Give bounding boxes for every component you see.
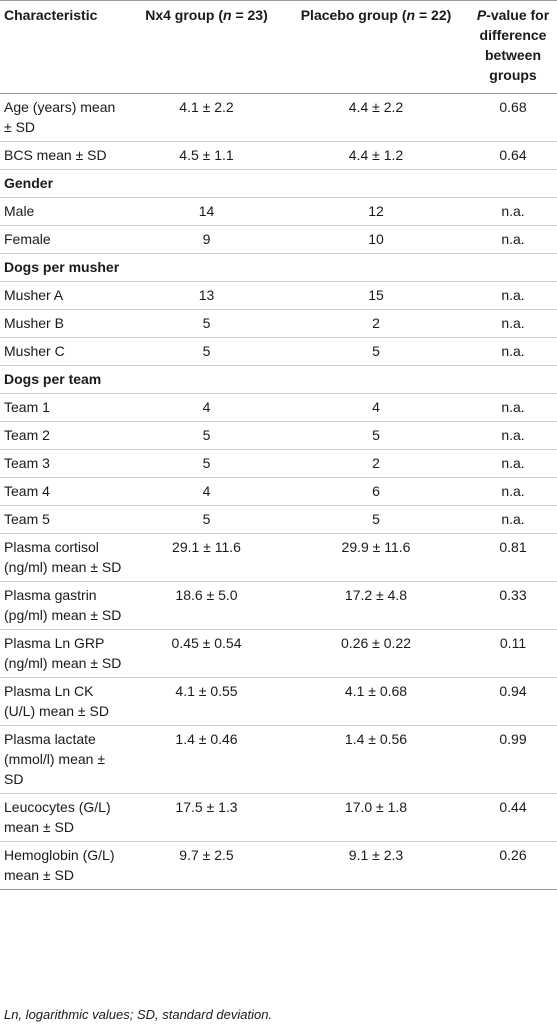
cell-p-value: 0.44	[499, 799, 527, 815]
cell-nx4: 4	[202, 483, 211, 499]
table-row	[0, 198, 557, 226]
cell-nx4: 4.1 ± 0.55	[175, 683, 238, 699]
row-label: Leucocytes (G/L) mean ± SD	[4, 799, 111, 835]
cell-placebo: 9.1 ± 2.3	[348, 847, 404, 863]
table-row	[0, 338, 557, 366]
section-header-row	[0, 366, 557, 394]
row-label: Musher B	[4, 315, 64, 331]
table-row	[0, 630, 557, 678]
cell-p-value: n.a.	[501, 287, 525, 303]
row-label: Team 3	[4, 455, 50, 471]
row-label: Team 1	[4, 399, 50, 415]
row-label: Musher C	[4, 343, 65, 359]
cell-placebo: 5	[372, 427, 380, 443]
header-nx4-group	[130, 1, 283, 94]
table-row	[0, 794, 557, 842]
cell-p-value: 0.94	[499, 683, 527, 699]
cell-nx4: 5	[202, 511, 211, 527]
cell-p-value: n.a.	[501, 203, 525, 219]
cell-placebo: 17.0 ± 1.8	[344, 799, 408, 815]
cell-p-value: n.a.	[501, 427, 525, 443]
table-row	[0, 142, 557, 170]
table-row	[0, 450, 557, 478]
header-p-italic: P	[476, 7, 487, 23]
section-label: Dogs per team	[4, 371, 102, 387]
table-row	[0, 310, 557, 338]
table-row	[0, 582, 557, 630]
cell-nx4: 4.1 ± 2.2	[179, 99, 234, 115]
row-label: Age (years) mean ± SD	[4, 99, 116, 135]
cell-nx4: 18.6 ± 5.0	[175, 587, 238, 603]
row-label: Team 2	[4, 427, 50, 443]
cell-nx4: 4.5 ± 1.1	[179, 147, 234, 163]
table-row	[0, 282, 557, 310]
cell-placebo: 4.4 ± 1.2	[348, 147, 404, 163]
cell-p-value: n.a.	[501, 343, 525, 359]
row-label: Male	[4, 203, 35, 219]
table-row	[0, 506, 557, 534]
cell-p-value: 0.11	[499, 635, 527, 651]
table-body	[0, 94, 557, 890]
cell-nx4: 9	[202, 231, 211, 247]
row-label: Plasma gastrin (pg/ml) mean ± SD	[4, 587, 122, 623]
row-label: Female	[4, 231, 51, 247]
table-row	[0, 726, 557, 794]
cell-nx4: 13	[198, 287, 215, 303]
table-row	[0, 842, 557, 890]
cell-placebo: 4.1 ± 0.68	[344, 683, 408, 699]
cell-p-value: 0.68	[499, 99, 527, 115]
row-label: Hemoglobin (G/L) mean ± SD	[4, 847, 115, 883]
cell-placebo: 5	[372, 511, 380, 527]
cell-nx4: 9.7 ± 2.5	[179, 847, 234, 863]
table-row	[0, 534, 557, 582]
cell-p-value: 0.81	[499, 539, 527, 555]
header-placebo-suffix: = 22)	[415, 7, 452, 23]
table-footnote: Ln, logarithmic values; SD, standard deviation.	[4, 1007, 273, 1022]
cell-placebo: 6	[372, 483, 380, 499]
table-row	[0, 422, 557, 450]
cell-nx4: 5	[202, 343, 211, 359]
cell-nx4: 17.5 ± 1.3	[175, 799, 238, 815]
row-label: Plasma Ln GRP (ng/ml) mean ± SD	[4, 635, 122, 671]
cell-placebo: 4.4 ± 2.2	[348, 99, 404, 115]
cell-placebo: 2	[372, 455, 380, 471]
table-header	[0, 1, 557, 94]
table-row	[0, 94, 557, 142]
cell-placebo: 15	[368, 287, 384, 303]
header-placebo-n: n	[406, 7, 416, 23]
row-label: Team 4	[4, 483, 50, 499]
cell-p-value: 0.64	[499, 147, 527, 163]
cell-nx4: 5	[202, 455, 211, 471]
header-p-rest: -value for difference between groups	[479, 7, 550, 83]
header-placebo-prefix: Placebo group (	[300, 7, 407, 23]
cell-placebo: 0.26 ± 0.22	[341, 635, 411, 651]
cell-placebo: 5	[372, 343, 380, 359]
cell-p-value: n.a.	[501, 455, 525, 471]
cell-nx4: 5	[202, 315, 211, 331]
cell-p-value: 0.99	[499, 731, 527, 747]
cell-placebo: 4	[372, 399, 380, 415]
cell-p-value: n.a.	[501, 231, 525, 247]
row-label: Plasma cortisol (ng/ml) mean ± SD	[4, 539, 122, 575]
section-header-row	[0, 170, 557, 198]
cell-placebo: 1.4 ± 0.56	[344, 731, 408, 747]
header-nx4-suffix: = 23)	[231, 7, 268, 23]
header-row	[0, 1, 557, 94]
row-label: Team 5	[4, 511, 50, 527]
cell-p-value: 0.33	[499, 587, 527, 603]
header-placebo-group	[283, 1, 469, 94]
cell-placebo: 17.2 ± 4.8	[344, 587, 408, 603]
table-row	[0, 226, 557, 254]
cell-nx4: 29.1 ± 11.6	[172, 539, 241, 555]
header-characteristic: Characteristic	[0, 1, 130, 94]
cell-nx4: 4	[202, 399, 211, 415]
section-label: Gender	[4, 175, 54, 191]
row-label: Musher A	[4, 287, 64, 303]
cell-placebo: 29.9 ± 11.6	[341, 539, 411, 555]
cell-p-value: 0.26	[499, 847, 527, 863]
cell-nx4: 1.4 ± 0.46	[175, 731, 238, 747]
cell-p-value: n.a.	[501, 511, 525, 527]
header-p-value	[469, 1, 557, 94]
cell-p-value: n.a.	[501, 315, 525, 331]
cell-p-value: n.a.	[501, 399, 525, 415]
header-nx4-prefix: Nx4 group (	[145, 7, 223, 23]
cell-placebo: 12	[368, 203, 384, 219]
section-label: Dogs per musher	[4, 259, 120, 275]
table-row	[0, 394, 557, 422]
row-label: Plasma lactate (mmol/l) mean ± SD	[4, 731, 106, 787]
cell-nx4: 0.45 ± 0.54	[171, 635, 242, 651]
header-nx4-n: n	[223, 7, 232, 23]
row-label: BCS mean ± SD	[4, 147, 107, 163]
cell-nx4: 5	[202, 427, 211, 443]
cell-nx4: 14	[198, 203, 215, 219]
cell-placebo: 10	[368, 231, 384, 247]
row-label: Plasma Ln CK (U/L) mean ± SD	[4, 683, 109, 719]
table-row	[0, 678, 557, 726]
section-header-row	[0, 254, 557, 282]
cell-p-value: n.a.	[501, 483, 525, 499]
table-row	[0, 478, 557, 506]
cell-placebo: 2	[372, 315, 380, 331]
